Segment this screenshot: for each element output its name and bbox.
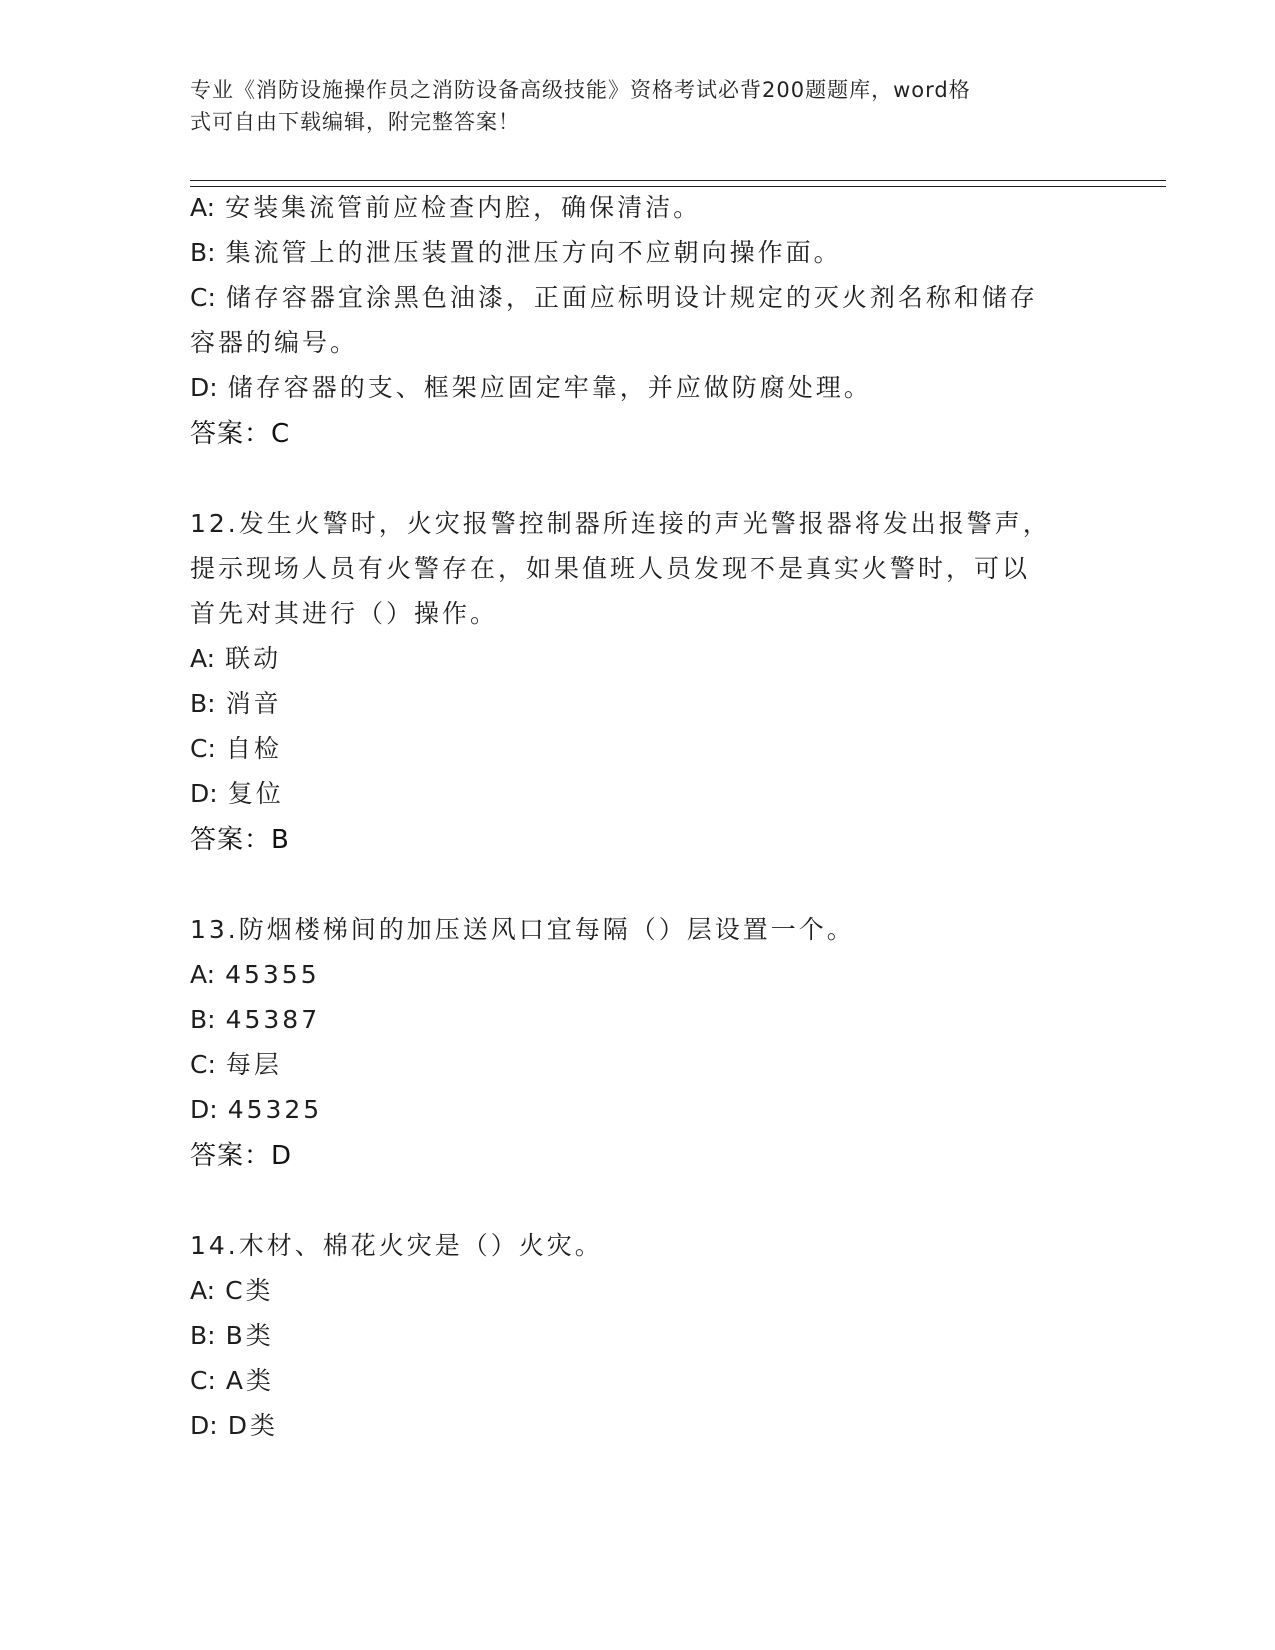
q12-answer: 答案：B: [190, 825, 290, 855]
option-key: C:: [190, 1366, 216, 1395]
option-text: 自检: [225, 734, 282, 763]
q11-answer: 答案：C: [190, 419, 291, 449]
option-key: D:: [190, 373, 218, 402]
option-text: 复位: [227, 779, 284, 808]
option-text: 储存容器的支、框架应固定牢靠，并应做防腐处理。: [227, 373, 872, 402]
q12-option-b: [190, 688, 282, 720]
option-key: C:: [190, 283, 216, 312]
option-key: A:: [190, 193, 216, 222]
q13-option-b: [190, 1004, 320, 1036]
option-key: C:: [190, 734, 216, 763]
q14-stem-line-1: 14.木材、棉花火灾是（）火灾。: [190, 1231, 603, 1260]
option-key: B:: [190, 1005, 216, 1034]
option-text: 消音: [225, 689, 282, 718]
q14-option-b: [190, 1320, 274, 1352]
option-text: 45387: [225, 1005, 321, 1034]
q12-stem-line-1: 12.发生火警时，火灾报警控制器所连接的声光警报器将发出报警声，: [190, 509, 1051, 538]
option-text: 45355: [225, 960, 320, 989]
q12-option-a: [190, 643, 281, 675]
option-key: A:: [190, 1276, 216, 1305]
option-text: C类: [225, 1276, 274, 1305]
q13-option-d: [190, 1094, 322, 1126]
option-key: C:: [190, 1050, 216, 1079]
q12-stem-line-3: 首先对其进行（）操作。: [190, 599, 499, 628]
q11-option-c-continued: [190, 327, 358, 359]
option-key: D:: [190, 779, 218, 808]
option-key: B:: [190, 238, 216, 267]
option-key: D:: [190, 1095, 218, 1124]
q11-option-b: [190, 237, 842, 269]
q14-option-a: [190, 1275, 274, 1307]
option-text: 集流管上的泄压装置的泄压方向不应朝向操作面。: [225, 238, 842, 267]
q13-option-c: [190, 1049, 282, 1081]
option-key: A:: [190, 960, 216, 989]
option-text: D类: [227, 1411, 278, 1440]
option-text: 储存容器宜涂黑色油漆，正面应标明设计规定的灭火剂名称和储存: [225, 283, 1038, 312]
q12-stem-line-2: 提示现场人员有火警存在，如果值班人员发现不是真实火警时，可以: [190, 554, 1031, 583]
q13-stem-line-1: 13.防烟楼梯间的加压送风口宜每隔（）层设置一个。: [190, 915, 855, 944]
option-text: 联动: [225, 644, 282, 673]
option-text: B类: [225, 1321, 274, 1350]
option-key: B:: [190, 1321, 216, 1350]
option-text: 容器的编号。: [190, 328, 359, 357]
header-title-line-2: 式可自由下载编辑，附完整答案！: [190, 110, 520, 134]
q13-option-a: [190, 959, 320, 991]
option-text: 45325: [227, 1095, 323, 1124]
q12-option-c: [190, 733, 282, 765]
q11-option-a: [190, 192, 701, 224]
header-double-rule: [190, 180, 1166, 187]
q14-option-d: [190, 1410, 278, 1442]
option-text: A类: [225, 1366, 274, 1395]
q14-option-c: [190, 1365, 274, 1397]
q11-option-d: [190, 372, 872, 404]
q11-option-c: [190, 282, 1038, 314]
q12-option-d: [190, 778, 284, 810]
document-header: [190, 74, 1070, 138]
option-key: A:: [190, 644, 216, 673]
option-key: D:: [190, 1411, 218, 1440]
option-key: B:: [190, 689, 216, 718]
option-text: 每层: [225, 1050, 282, 1079]
option-text: 安装集流管前应检查内腔，确保清洁。: [225, 193, 702, 222]
q13-answer: 答案：D: [190, 1141, 293, 1171]
header-title-line-1: 专业《消防设施操作员之消防设备高级技能》资格考试必背200题题库，word格: [190, 78, 971, 102]
